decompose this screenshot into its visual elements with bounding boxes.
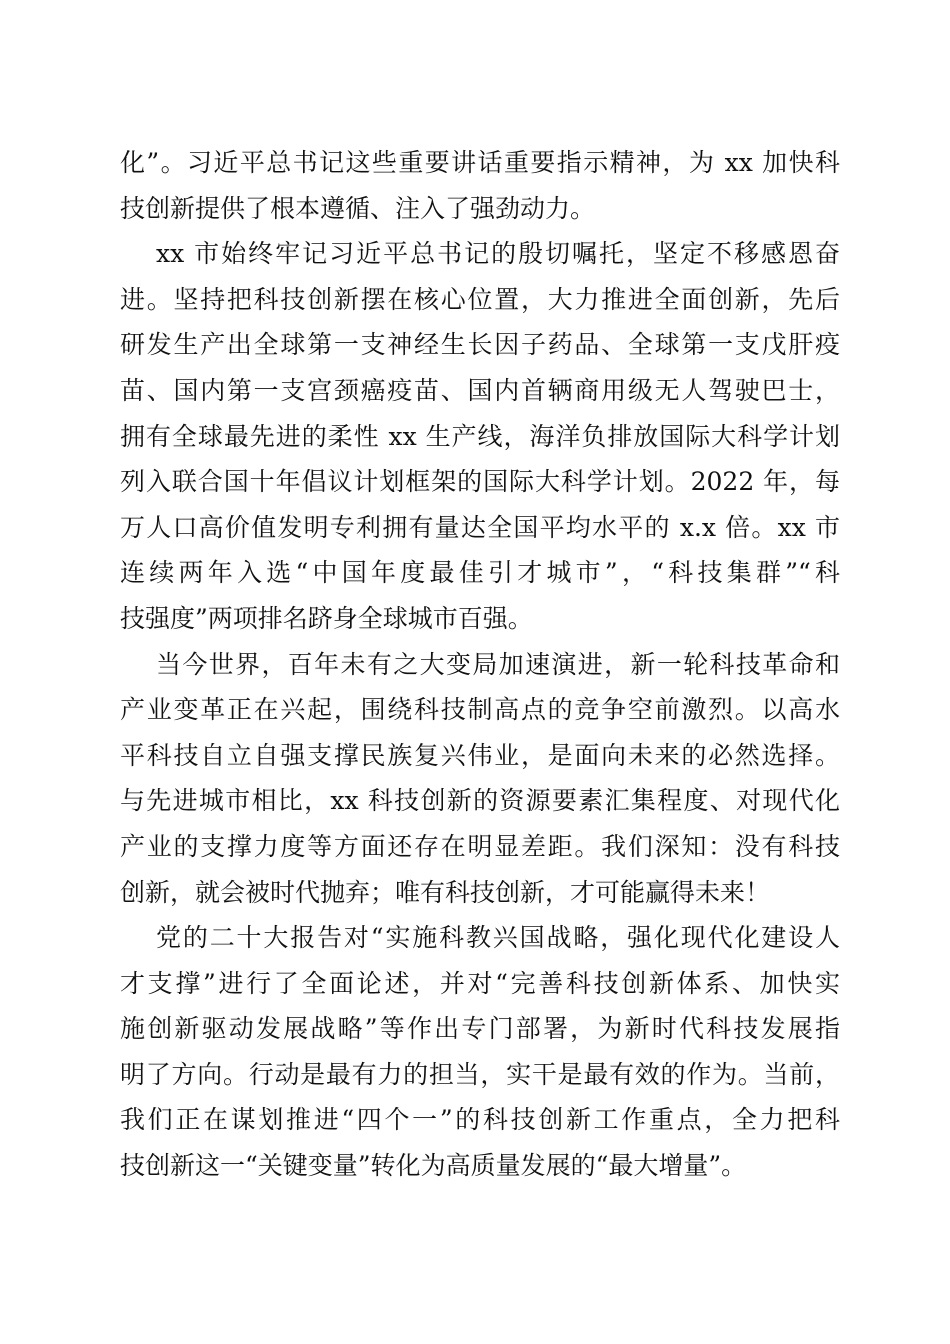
text-line: 化”。习近平总书记这些重要讲话重要指示精神，为 xx 加快科 <box>120 148 840 177</box>
text-line: 党的二十大报告对“实施科教兴国战略，强化现代化建设人 <box>156 923 840 953</box>
text-line: 拥有全球最先进的柔性 xx 生产线，海洋负排放国际大科学计划 <box>120 421 840 451</box>
paragraph-4 <box>120 915 840 1189</box>
text-line: 技创新这一“关键变量”转化为高质量发展的“最大增量”。 <box>120 1151 747 1181</box>
text-line: 苗、国内第一支宫颈癌疫苗、国内首辆商用级无人驾驶巴士， <box>120 375 840 405</box>
text-line: 创新，就会被时代抛弃；唯有科技创新，才可能赢得未来！ <box>120 877 771 907</box>
text-line: 万人口高价值发明专利拥有量达全国平均水平的 x.x 倍。xx 市 <box>120 512 840 542</box>
text-line: 才支撑”进行了全面论述，并对“完善科技创新体系、加快实 <box>120 968 840 998</box>
text-line: 施创新驱动发展战略”等作出专门部署，为新时代科技发展指 <box>120 1014 840 1044</box>
text-line: 我们正在谋划推进“四个一”的科技创新工作重点，全力把科 <box>120 1105 840 1135</box>
text-line: 进。坚持把科技创新摆在核心位置，大力推进全面创新，先后 <box>120 284 840 314</box>
text-line: 连续两年入选“中国年度最佳引才城市”，“科技集群”“科 <box>120 558 840 588</box>
text-line: 当今世界，百年未有之大变局加速演进，新一轮科技革命和 <box>156 649 840 679</box>
text-line: 平科技自立自强支撑民族复兴伟业，是面向未来的必然选择。 <box>120 740 840 770</box>
text-line: 列入联合国十年倡议计划框架的国际大科学计划。2022 年，每 <box>120 467 840 497</box>
text-line: 明了方向。行动是最有力的担当，实干是最有效的作为。当前， <box>120 1059 840 1089</box>
paragraph-2 <box>120 231 840 641</box>
document-body <box>120 140 840 1189</box>
text-line: 技创新提供了根本遵循、注入了强劲动力。 <box>120 193 596 223</box>
text-line: 技强度”两项排名跻身全球城市百强。 <box>120 603 533 633</box>
paragraph-3 <box>120 642 840 916</box>
text-line: 产业变革正在兴起，围绕科技制高点的竞争空前激烈。以高水 <box>120 695 840 725</box>
paragraph-1 <box>120 140 840 231</box>
text-line: 研发生产出全球第一支神经生长因子药品、全球第一支戊肝疫 <box>120 330 840 360</box>
text-line: 与先进城市相比，xx 科技创新的资源要素汇集程度、对现代化 <box>120 786 840 816</box>
text-line: 产业的支撑力度等方面还存在明显差距。我们深知：没有科技 <box>120 831 840 861</box>
text-line: xx 市始终牢记习近平总书记的殷切嘱托，坚定不移感恩奋 <box>156 239 840 269</box>
